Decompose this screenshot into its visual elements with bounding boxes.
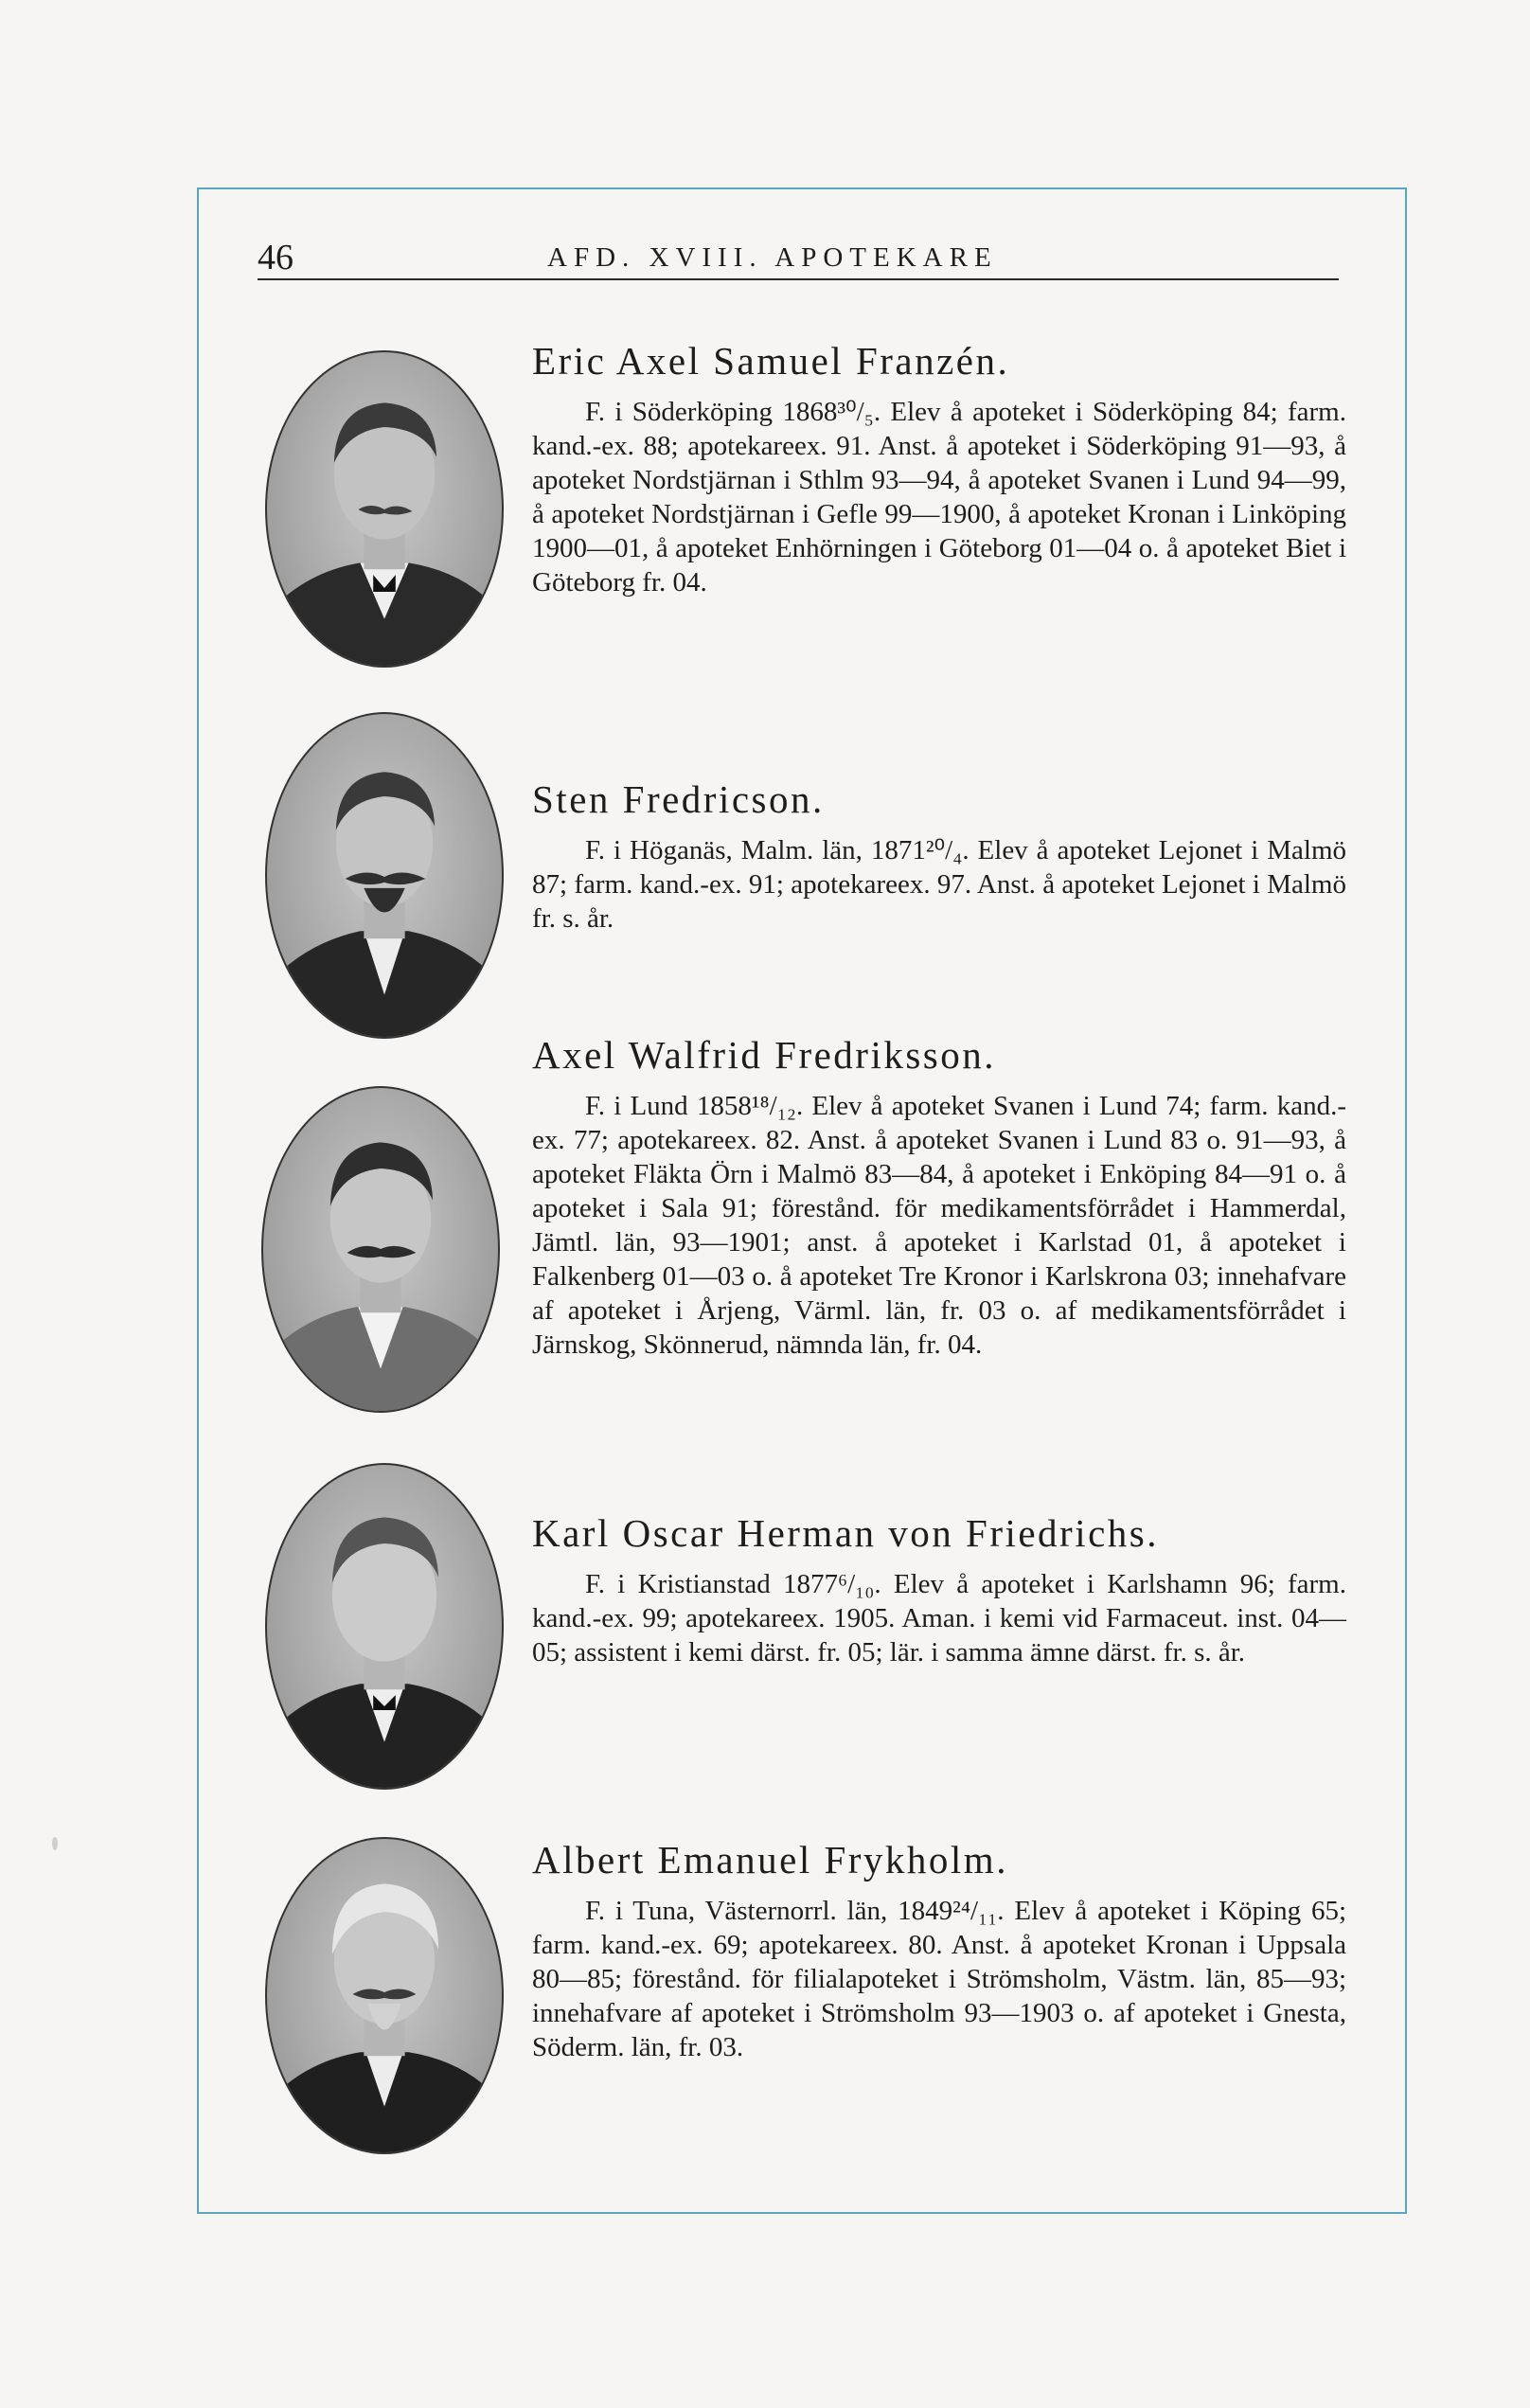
entry-bio: F. i Höganäs, Malm. län, 1871²⁰/₄. Elev å apoteket Lejonet i Malmö 87; farm. kand.-ex. 91; apotekareex. 97. Anst. å apoteket Lejonet i Malmö fr. s. år. bbox=[532, 835, 1346, 934]
entry-von-friedrichs bbox=[532, 1508, 1346, 1669]
page-header bbox=[258, 237, 1339, 280]
entry-bio: F. i Söderköping 1868³⁰/₅. Elev å apoteket i Söderköping 84; farm. kand.-ex. 88; apotekareex. 91. Anst. å apoteket i Söderköping 91—93, å apoteket Nordstjärnan i Sthlm 93—94, å apoteket Svanen i Lund 94—99, å apoteket Nordstjärnan i Gefle 99—1900, å apoteket Kronan i Linköping 1900—01, å apoteket Enhörningen i Göteborg 01—04 o. å apoteket Biet i Göteborg fr. 04. bbox=[532, 397, 1346, 598]
entry-bio: F. i Lund 1858¹⁸/₁₂. Elev å apoteket Svanen i Lund 74; farm. kand.-ex. 77; apotekareex. 82. Anst. å apoteket Svanen i Lund 83 o. 91—93, å apoteket Fläkta Örn i Malmö 83—84, å apoteket i Enköping 84—91 o. å apoteket i Sala 91; förestånd. för medikamentsförrådet i Hammerdal, Jämtl. län, 93—1901; anst. å apoteket i Karlstad 01, å apoteket i Falkenberg 01—03 o. å apoteket Tre Kronor i Karlskrona 03; innehafvare af apoteket i Årjeng, Värml. län, fr. 03 o. af medikamentsförrådet i Järnskog, Skönnerud, nämnda län, fr. 04. bbox=[532, 1091, 1346, 1360]
page-number: 46 bbox=[258, 238, 294, 277]
entry-franzen bbox=[532, 336, 1346, 599]
entry-name: Axel Walfrid Fredriksson. bbox=[532, 1033, 997, 1077]
portrait-fredricson bbox=[265, 712, 504, 1039]
portrait-frykholm bbox=[265, 1837, 504, 2154]
entry-name: Karl Oscar Herman von Friedrichs. bbox=[532, 1511, 1160, 1555]
running-head: AFD. XVIII. APOTEKARE bbox=[547, 242, 998, 273]
entry-name: Eric Axel Samuel Franzén. bbox=[532, 339, 1010, 383]
portrait-von-friedrichs bbox=[265, 1463, 504, 1790]
entry-fredriksson bbox=[532, 1030, 1346, 1362]
entry-bio: F. i Tuna, Västernorrl. län, 1849²⁴/₁₁. Elev å apoteket i Köping 65; farm. kand.-ex. 69; apotekareex. 80. Anst. å apoteket Kronan i Uppsala 80—85; förestånd. för filialapoteket i Strömsholm, Västm. län, 85—93; innehafvare af apoteket i Strömsholm 93—1903 o. af apoteket i Gnesta, Söderm. län, fr. 03. bbox=[532, 1896, 1346, 2062]
entry-name: Sten Fredricson. bbox=[532, 777, 825, 821]
entry-bio: F. i Kristianstad 1877⁶/₁₀. Elev å apoteket i Karlshamn 96; farm. kand.-ex. 99; apotekareex. 1905. Aman. i kemi vid Farmaceut. inst. 04—05; assistent i kemi därst. fr. 05; lär. i samma ämne därst. fr. s. år. bbox=[532, 1569, 1346, 1668]
paper-mark bbox=[52, 1837, 58, 1850]
portrait-franzen bbox=[265, 350, 504, 668]
entry-name: Albert Emanuel Frykholm. bbox=[532, 1838, 1008, 1882]
entry-frykholm bbox=[532, 1835, 1346, 2064]
portrait-fredriksson bbox=[261, 1086, 500, 1413]
entry-fredricson bbox=[532, 775, 1346, 936]
